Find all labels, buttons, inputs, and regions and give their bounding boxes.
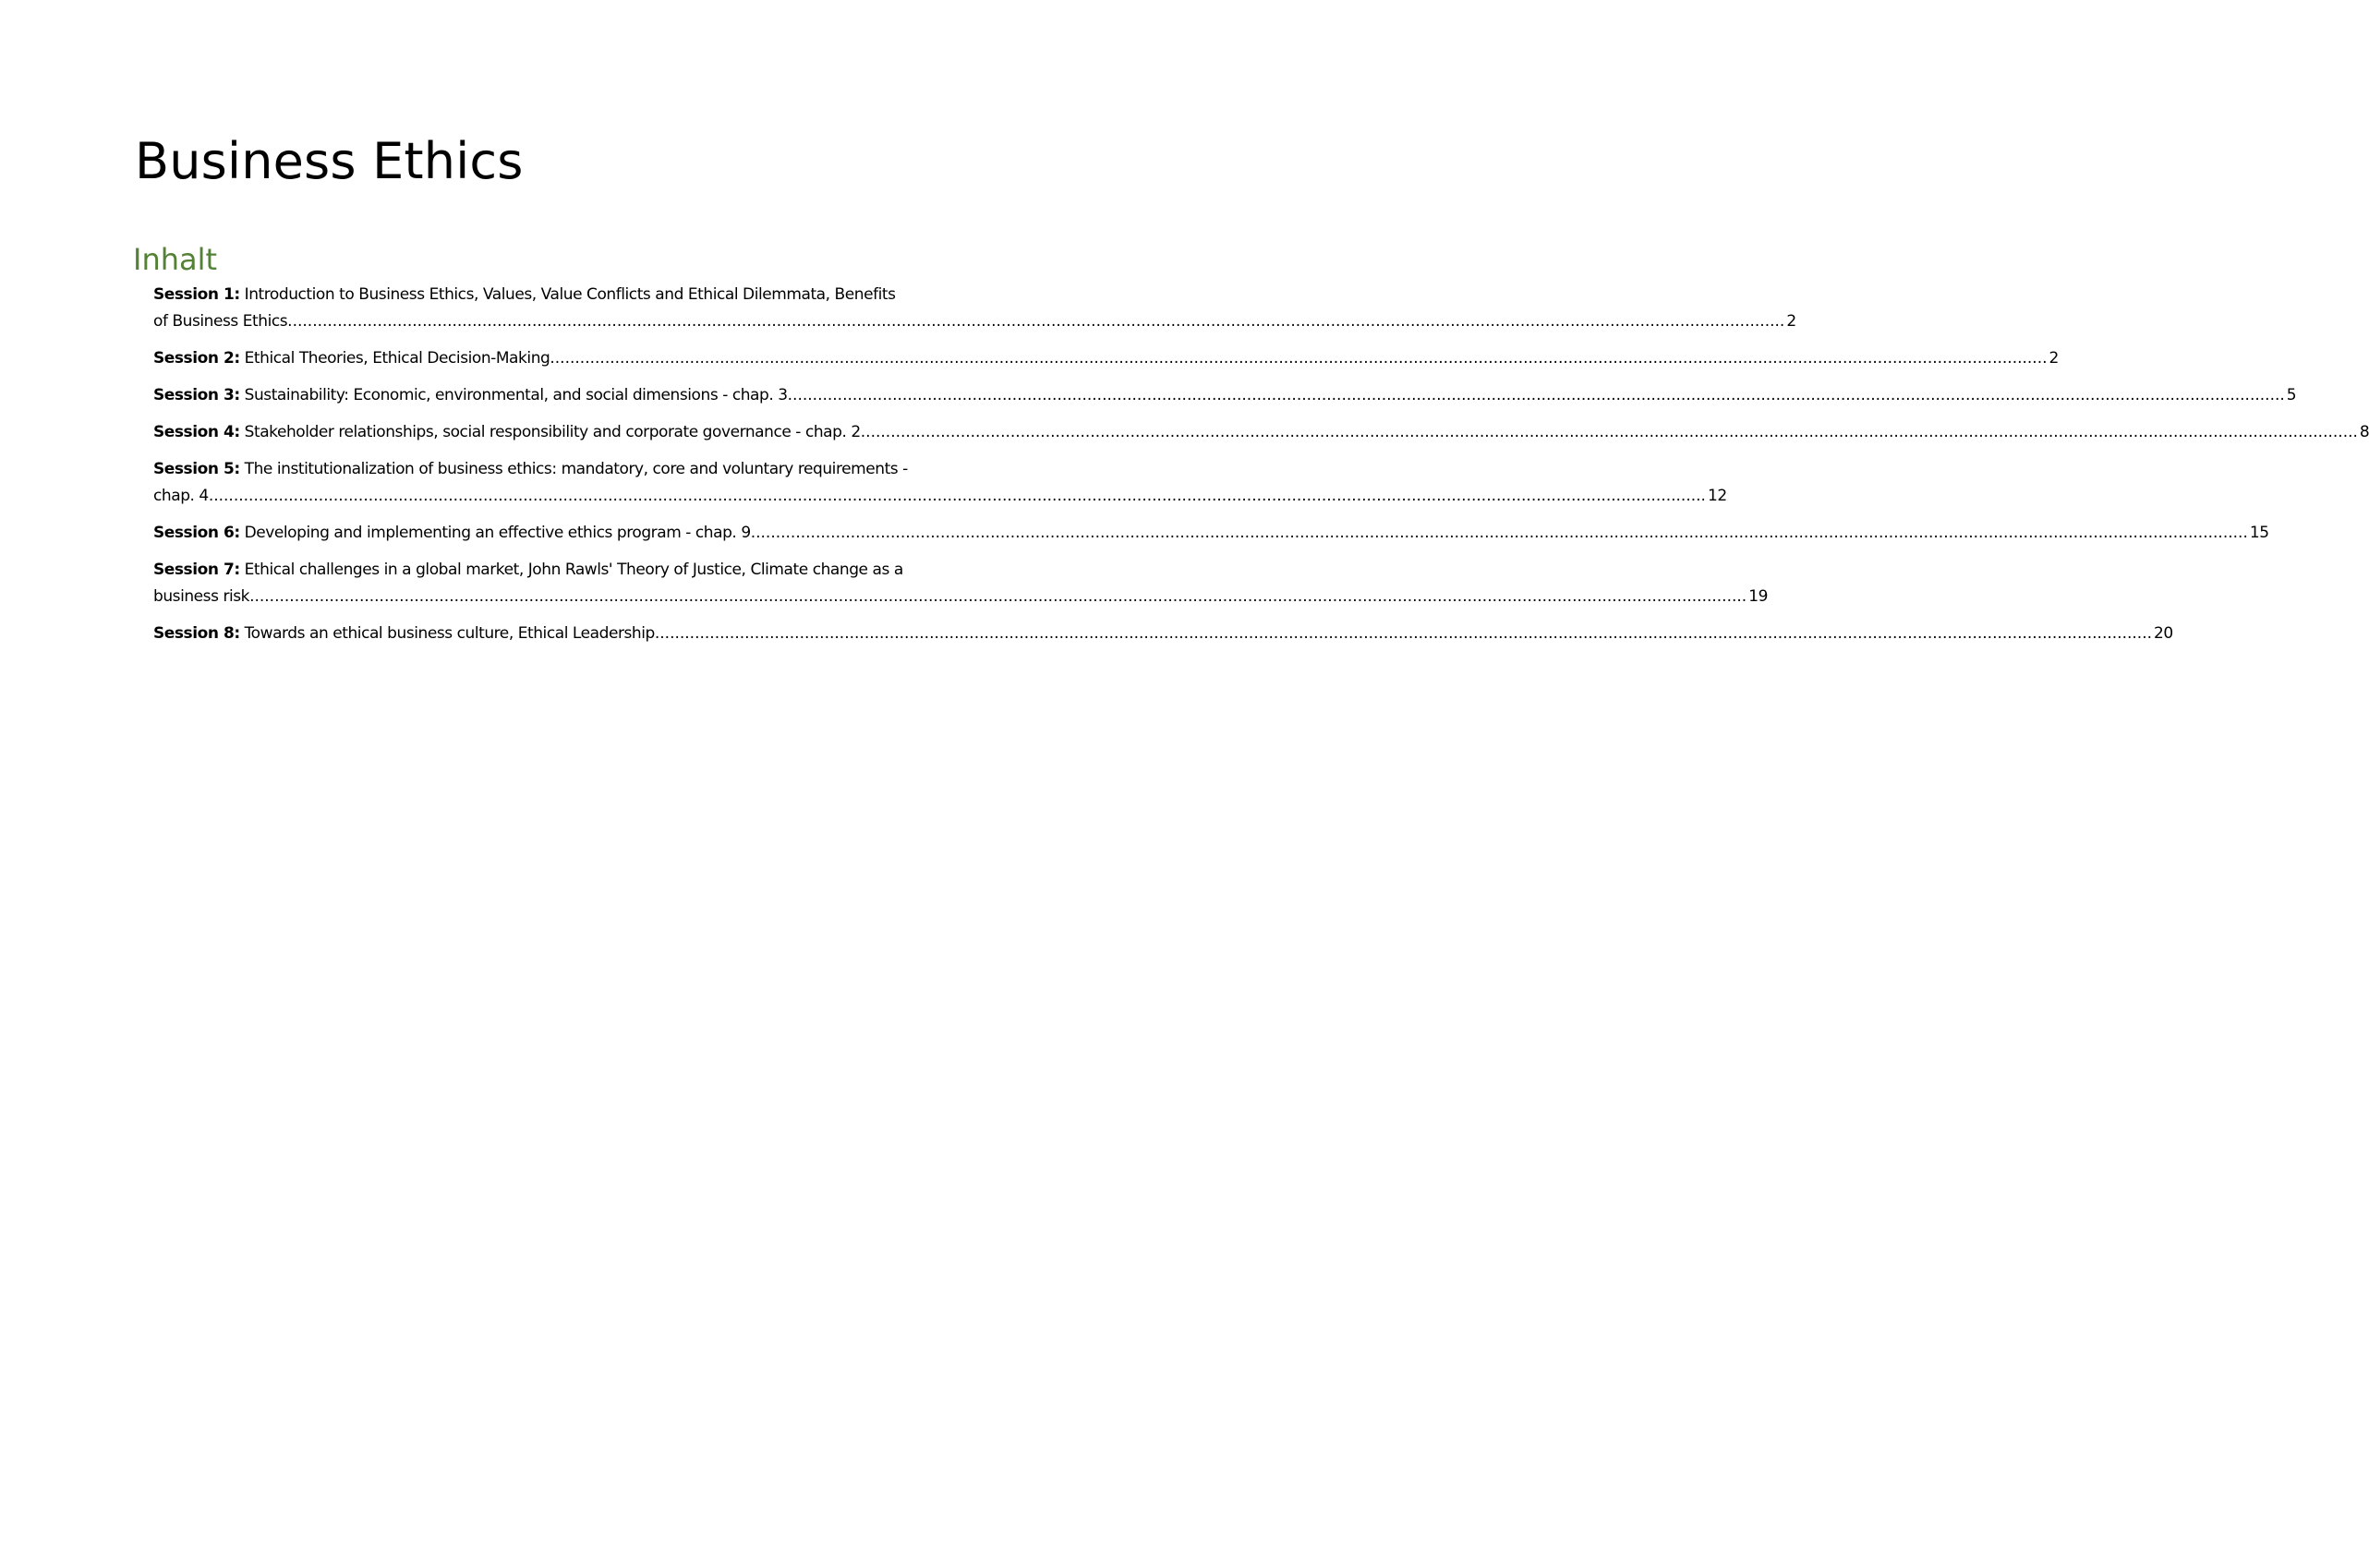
toc-entry-text: Ethical Theories, Ethical Decision-Making [244, 349, 550, 368]
dot-leader: ............................................................................................................................................................................................................................................................................................................ [654, 624, 2153, 643]
table-of-contents [153, 282, 2369, 657]
toc-page-number: 8 [2359, 423, 2369, 441]
toc-entry-leader-line [153, 382, 2297, 409]
document-title: Business Ethics [135, 132, 524, 190]
toc-entry-session-3[interactable] [153, 382, 2297, 409]
toc-entry-text: The institutionalization of business ethics: mandatory, core and voluntary requirements - [244, 460, 908, 478]
toc-entry-text: Stakeholder relationships, social responsibility and corporate governance - chap. 2 [244, 423, 861, 441]
toc-entry-text-wrap [153, 345, 550, 372]
toc-entry-leader-line [153, 419, 2369, 446]
toc-page-number: 20 [2154, 624, 2173, 643]
toc-entry-text-wrap [153, 520, 751, 547]
toc-entry-line [153, 282, 981, 308]
toc-entry-session-8[interactable] [153, 621, 2173, 647]
toc-entry-session-4[interactable] [153, 419, 2369, 446]
toc-entry-session-7[interactable] [153, 557, 1768, 610]
toc-heading: Inhalt [133, 242, 218, 277]
toc-entry-line [153, 557, 981, 584]
toc-entry-session-1[interactable] [153, 282, 1796, 335]
toc-entry-session-6[interactable] [153, 520, 2269, 547]
toc-page-number: 12 [1707, 487, 1727, 505]
toc-entry-label: Session 2: [153, 349, 240, 368]
dot-leader: ............................................................................................................................................................................................................................................................................................................ [787, 386, 2285, 404]
toc-entry-text: Developing and implementing an effective ethics program - chap. 9 [244, 524, 751, 542]
dot-leader: ............................................................................................................................................................................................................................................................................................................ [287, 312, 1785, 331]
toc-entry-text-wrap [153, 419, 861, 446]
toc-entry-leader-line [153, 584, 1768, 610]
toc-entry-leader-line [153, 520, 2269, 547]
dot-leader: ............................................................................................................................................................................................................................................................................................................ [750, 524, 2248, 542]
toc-page-number: 19 [1748, 587, 1768, 606]
toc-entry-leader-line [153, 483, 1727, 510]
toc-entry-text: Introduction to Business Ethics, Values, Value Conflicts and Ethical Dilemmata, Benefits [244, 285, 896, 304]
toc-entry-label: Session 8: [153, 624, 240, 643]
toc-entry-text: Towards an ethical business culture, Ethical Leadership [244, 624, 655, 643]
toc-entry-line [153, 456, 981, 483]
toc-entry-text: Sustainability: Economic, environmental, and social dimensions - chap. 3 [244, 386, 788, 404]
toc-page-number: 5 [2286, 386, 2297, 404]
dot-leader: ............................................................................................................................................................................................................................................................................................................ [249, 587, 1747, 606]
toc-entry-label: Session 4: [153, 423, 240, 441]
dot-leader: ............................................................................................................................................................................................................................................................................................................ [550, 349, 2048, 368]
toc-page-number: 2 [1786, 312, 1796, 331]
toc-entry-text-continued: of Business Ethics [153, 312, 288, 331]
toc-entry-label: Session 3: [153, 386, 240, 404]
toc-entry-label: Session 1: [153, 285, 240, 304]
dot-leader: ............................................................................................................................................................................................................................................................................................................ [860, 423, 2358, 441]
toc-entry-leader-line [153, 621, 2173, 647]
toc-entry-text: Ethical challenges in a global market, John Rawls' Theory of Justice, Climate change as a [244, 561, 903, 579]
toc-page-number: 15 [2249, 524, 2269, 542]
dot-leader: ............................................................................................................................................................................................................................................................................................................ [208, 487, 1706, 505]
toc-entry-label: Session 6: [153, 524, 240, 542]
toc-entry-text-continued: business risk [153, 587, 250, 606]
toc-entry-label: Session 5: [153, 460, 240, 478]
toc-page-number: 2 [2049, 349, 2059, 368]
toc-entry-leader-line [153, 345, 2059, 372]
toc-entry-text-wrap [153, 382, 788, 409]
toc-entry-label: Session 7: [153, 561, 240, 579]
toc-entry-session-5[interactable] [153, 456, 1727, 510]
toc-entry-session-2[interactable] [153, 345, 2059, 372]
toc-entry-text-continued: chap. 4 [153, 487, 209, 505]
toc-entry-leader-line [153, 308, 1796, 335]
toc-entry-text-wrap [153, 621, 655, 647]
